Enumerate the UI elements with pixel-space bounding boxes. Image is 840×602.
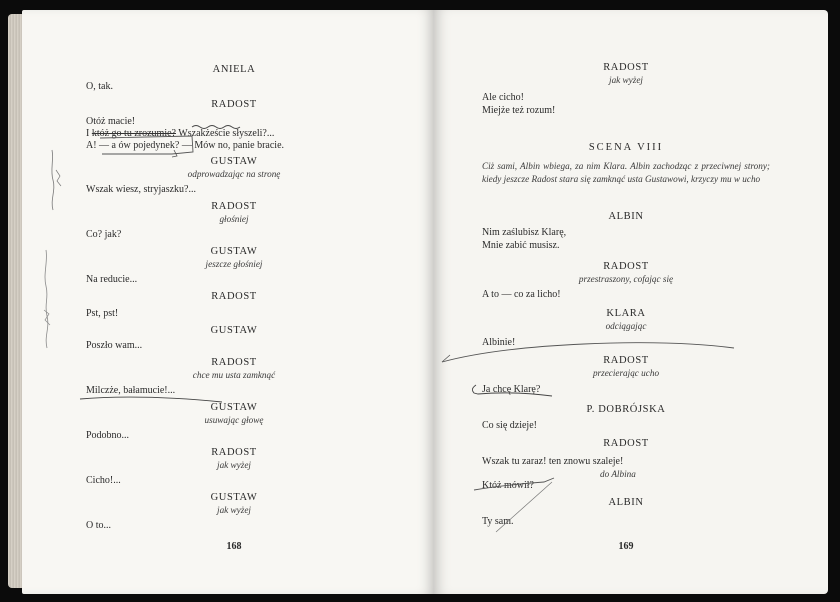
dialogue-line: Ja chcę Klarę?	[482, 384, 541, 395]
dialogue-line: Wszak wiesz, stryjaszku?...	[86, 184, 196, 195]
dialogue-line: Mnie zabić musisz.	[482, 240, 560, 251]
pencil-annotations	[434, 10, 828, 594]
right-page	[434, 10, 828, 594]
speaker-radost: RADOST	[603, 438, 649, 449]
speaker-radost: RADOST	[211, 201, 257, 212]
dialogue-line: Otóż macie!	[86, 116, 136, 127]
stage-direction: do Albina	[600, 469, 636, 479]
dialogue-line: Nim zaślubisz Klarę,	[482, 227, 567, 238]
dialogue-line: O, tak.	[86, 81, 113, 92]
speaker-radost: RADOST	[211, 447, 257, 458]
stage-direction: chce mu usta zamknąć	[192, 370, 276, 380]
dialogue-line: Albinie!	[482, 337, 516, 348]
speaker-aniela: ANIELA	[212, 64, 256, 75]
dialogue-line: Miejże też rozum!	[482, 105, 556, 116]
stage-direction: odciągając	[605, 321, 647, 331]
speaker-albin: ALBIN	[608, 497, 644, 508]
speaker-radost: RADOST	[211, 291, 257, 302]
dialogue-line: Na reducie...	[86, 274, 138, 285]
stage-direction: głośniej	[219, 214, 249, 224]
speaker-dobrojska: P. DOBRÓJSKA	[586, 404, 666, 415]
stage-direction: odprowadzając na stronę	[187, 169, 281, 179]
scene-stage-direction: Ciż sami, Albin wbiega, za nim Klara. Albin zachodząc z przeciwnej strony; kiedy jeszcze Radost stara się zamknąć usta Gustawowi, krzyczy mu w ucho	[482, 161, 770, 184]
dialogue-line: Co? jak?	[86, 229, 122, 240]
stage-direction: jeszcze głośniej	[205, 259, 263, 269]
dialogue-line: Ale cicho!	[482, 92, 524, 103]
speaker-radost: RADOST	[211, 357, 257, 368]
dialogue-line: Milczże, bałamucie!...	[86, 385, 176, 396]
stage-direction: usuwając głowę	[204, 415, 264, 425]
dialogue-line: Wszak tu zaraz! ten znowu szaleje!	[482, 456, 624, 467]
speaker-gustaw: GUSTAW	[210, 325, 258, 336]
stage-direction: przecierając ucho	[592, 368, 660, 378]
page-number: 169	[618, 541, 634, 552]
dialogue-fragment: I	[86, 128, 92, 139]
dialogue-line: Ty sam.	[482, 516, 514, 527]
speaker-gustaw: GUSTAW	[210, 402, 258, 413]
left-page	[22, 10, 434, 594]
boxed-fragment: A! — a ów pojedynek?	[86, 140, 180, 151]
dialogue-line: Cicho!...	[86, 475, 121, 486]
pencil-annotations	[22, 10, 434, 594]
speaker-radost: RADOST	[211, 99, 257, 110]
stage-direction: jak wyżej	[609, 75, 643, 85]
speaker-radost: RADOST	[603, 261, 649, 272]
dialogue-line: Poszło wam...	[86, 340, 143, 351]
speaker-albin: ALBIN	[608, 211, 644, 222]
dialogue-line: Podobno...	[86, 430, 130, 441]
open-book	[8, 10, 830, 594]
dialogue-line: Któż mówił?	[482, 480, 534, 491]
dialogue-line: A to — co za licho!	[482, 289, 561, 300]
page-number: 168	[226, 541, 242, 552]
speaker-radost: RADOST	[603, 355, 649, 366]
speaker-gustaw: GUSTAW	[210, 156, 258, 167]
struck-fragment: któż go tu zrozumie?	[91, 128, 176, 139]
dialogue-fragment: Wszakżeście słyszeli?...	[175, 128, 275, 139]
dialogue-fragment: — Mów no, panie bracie.	[179, 140, 285, 151]
speaker-klara: KLARA	[606, 308, 646, 319]
dialogue-line: Co się dzieje!	[482, 420, 537, 431]
speaker-radost: RADOST	[603, 62, 649, 73]
stage-direction: jak wyżej	[217, 460, 251, 470]
speaker-gustaw: GUSTAW	[210, 246, 258, 257]
dialogue-line: O to...	[86, 520, 111, 531]
scene-heading: SCENA VIII	[588, 142, 664, 153]
speaker-gustaw: GUSTAW	[210, 492, 258, 503]
stage-direction: przestraszony, cofając się	[578, 274, 674, 284]
dialogue-line: Pst, pst!	[86, 308, 119, 319]
stage-direction: jak wyżej	[217, 505, 251, 515]
